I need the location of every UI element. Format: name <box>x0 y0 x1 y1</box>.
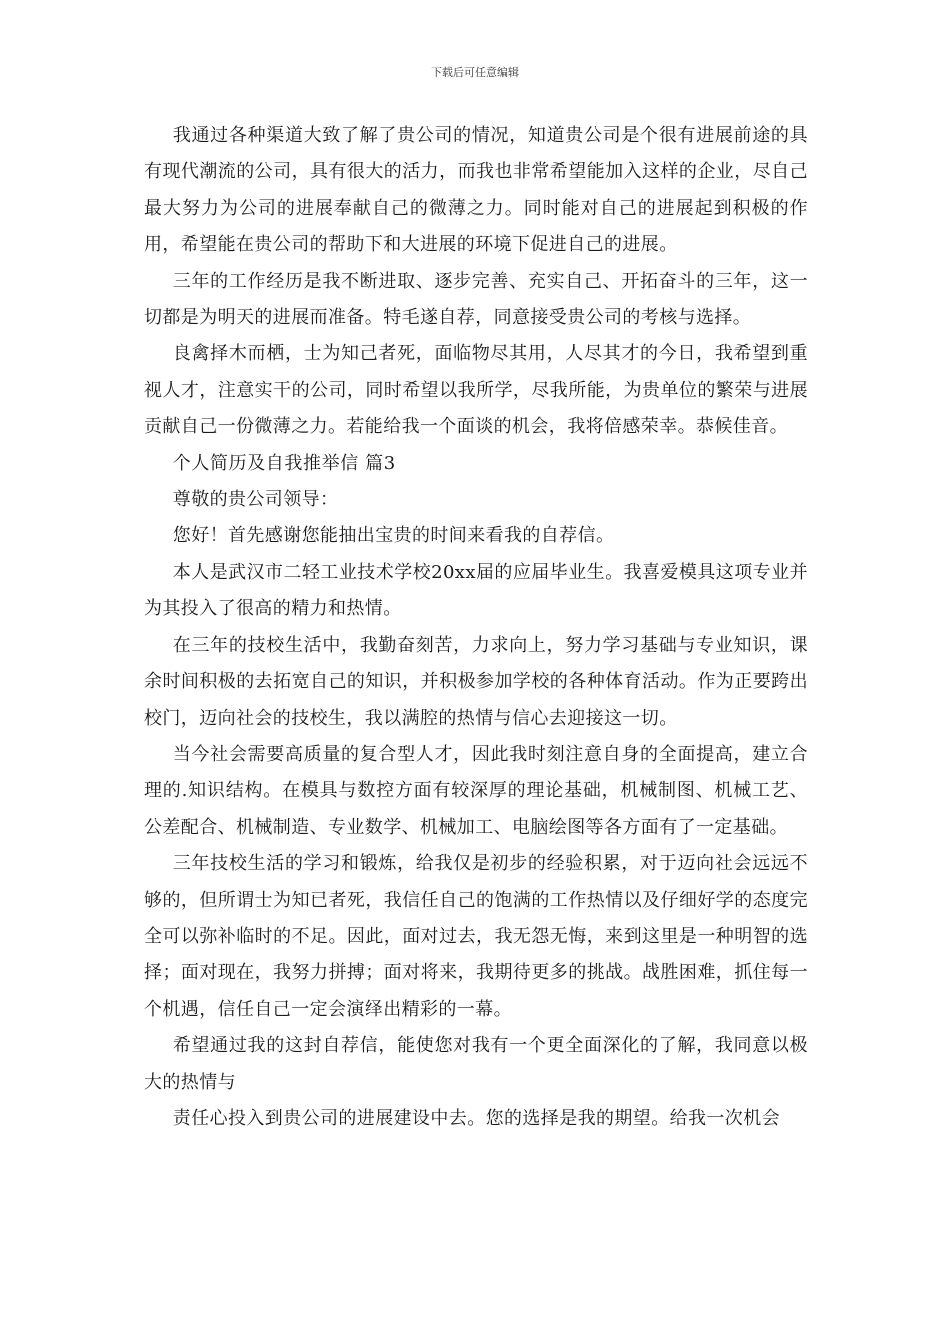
paragraph-attitude: 三年技校生活的学习和锻炼，给我仅是初步的经验积累，对于迈向社会远远不够的，但所谓士为知已者死，我信任自己的饱满的工作热情以及仔细好学的态度完全可以弥补临时的不足。因此，面对过去，我无怨无悔，来到这里是一种明智的选择；面对现在，我努力拼搏；面对将来，我期待更多的挑战。战胜困难，抓住每一个机遇，信任自己一定会演绎出精彩的一幕。 <box>144 853 808 1020</box>
paragraph-self-intro: 本人是武汉市二轻工业技术学校20xx届的应届毕业生。我喜爱模具这项专业并为其投入了很高的精力和热情。 <box>144 561 808 620</box>
paragraph-school-life: 在三年的技校生活中，我勤奋刻苦，力求向上，努力学习基础与专业知识，课余时间积极的去拓宽自己的知识，并积极参加学校的各种体育活动。作为正要跨出校门，迈向社会的技校生，我以满腔的热情与信心去迎接这一切。 <box>144 634 808 729</box>
paragraph-skills: 当今社会需要高质量的复合型人才，因此我时刻注意自身的全面提高，建立合理的.知识结构。在模具与数控方面有较深厚的理论基础，机械制图、机械工艺、公差配合、机械制造、专业数学、机械加工、电脑绘图等各方面有了一定基础。 <box>144 743 808 838</box>
paragraph-responsibility: 责任心投入到贵公司的进展建设中去。您的选择是我的期望。给我一次机会 <box>172 1107 780 1129</box>
paragraph-company-interest: 我通过各种渠道大致了解了贵公司的情况，知道贵公司是个很有进展前途的具有现代潮流的公司，具有很大的活力，而我也非常希望能加入这样的企业，尽自己最大努力为公司的进展奉献自己的微薄之力。同时能对自己的进展起到积极的作用，希望能在贵公司的帮助下和大进展的环境下促进自己的进展。 <box>144 125 808 256</box>
salutation: 尊敬的贵公司领导： <box>172 489 339 511</box>
paragraph-closing-wish: 良禽择木而栖，士为知己者死，面临物尽其用，人尽其才的今日，我希望到重视人才，注意实干的公司，同时希望以我所学，尽我所能，为贵单位的繁荣与进展贡献自己一份微薄之力。若能给我一个面谈的机会，我将倍感荣幸。恭候佳音。 <box>144 343 808 438</box>
section-heading: 个人简历及自我推举信 篇3 <box>172 452 396 474</box>
page-header: 下载后可任意编辑 <box>431 66 519 79</box>
paragraph-work-experience: 三年的工作经历是我不断进取、逐步完善、充实自己、开拓奋斗的三年，这一切都是为明天的进展而准备。特毛遂自荐，同意接受贵公司的考核与选择。 <box>144 270 808 329</box>
paragraph-greeting: 您好！首先感谢您能抽出宝贵的时间来看我的自荐信。 <box>172 525 615 547</box>
paragraph-hope: 希望通过我的这封自荐信，能使您对我有一个更全面深化的了解，我同意以极大的热情与 <box>144 1035 808 1093</box>
document-body <box>144 118 808 1137</box>
